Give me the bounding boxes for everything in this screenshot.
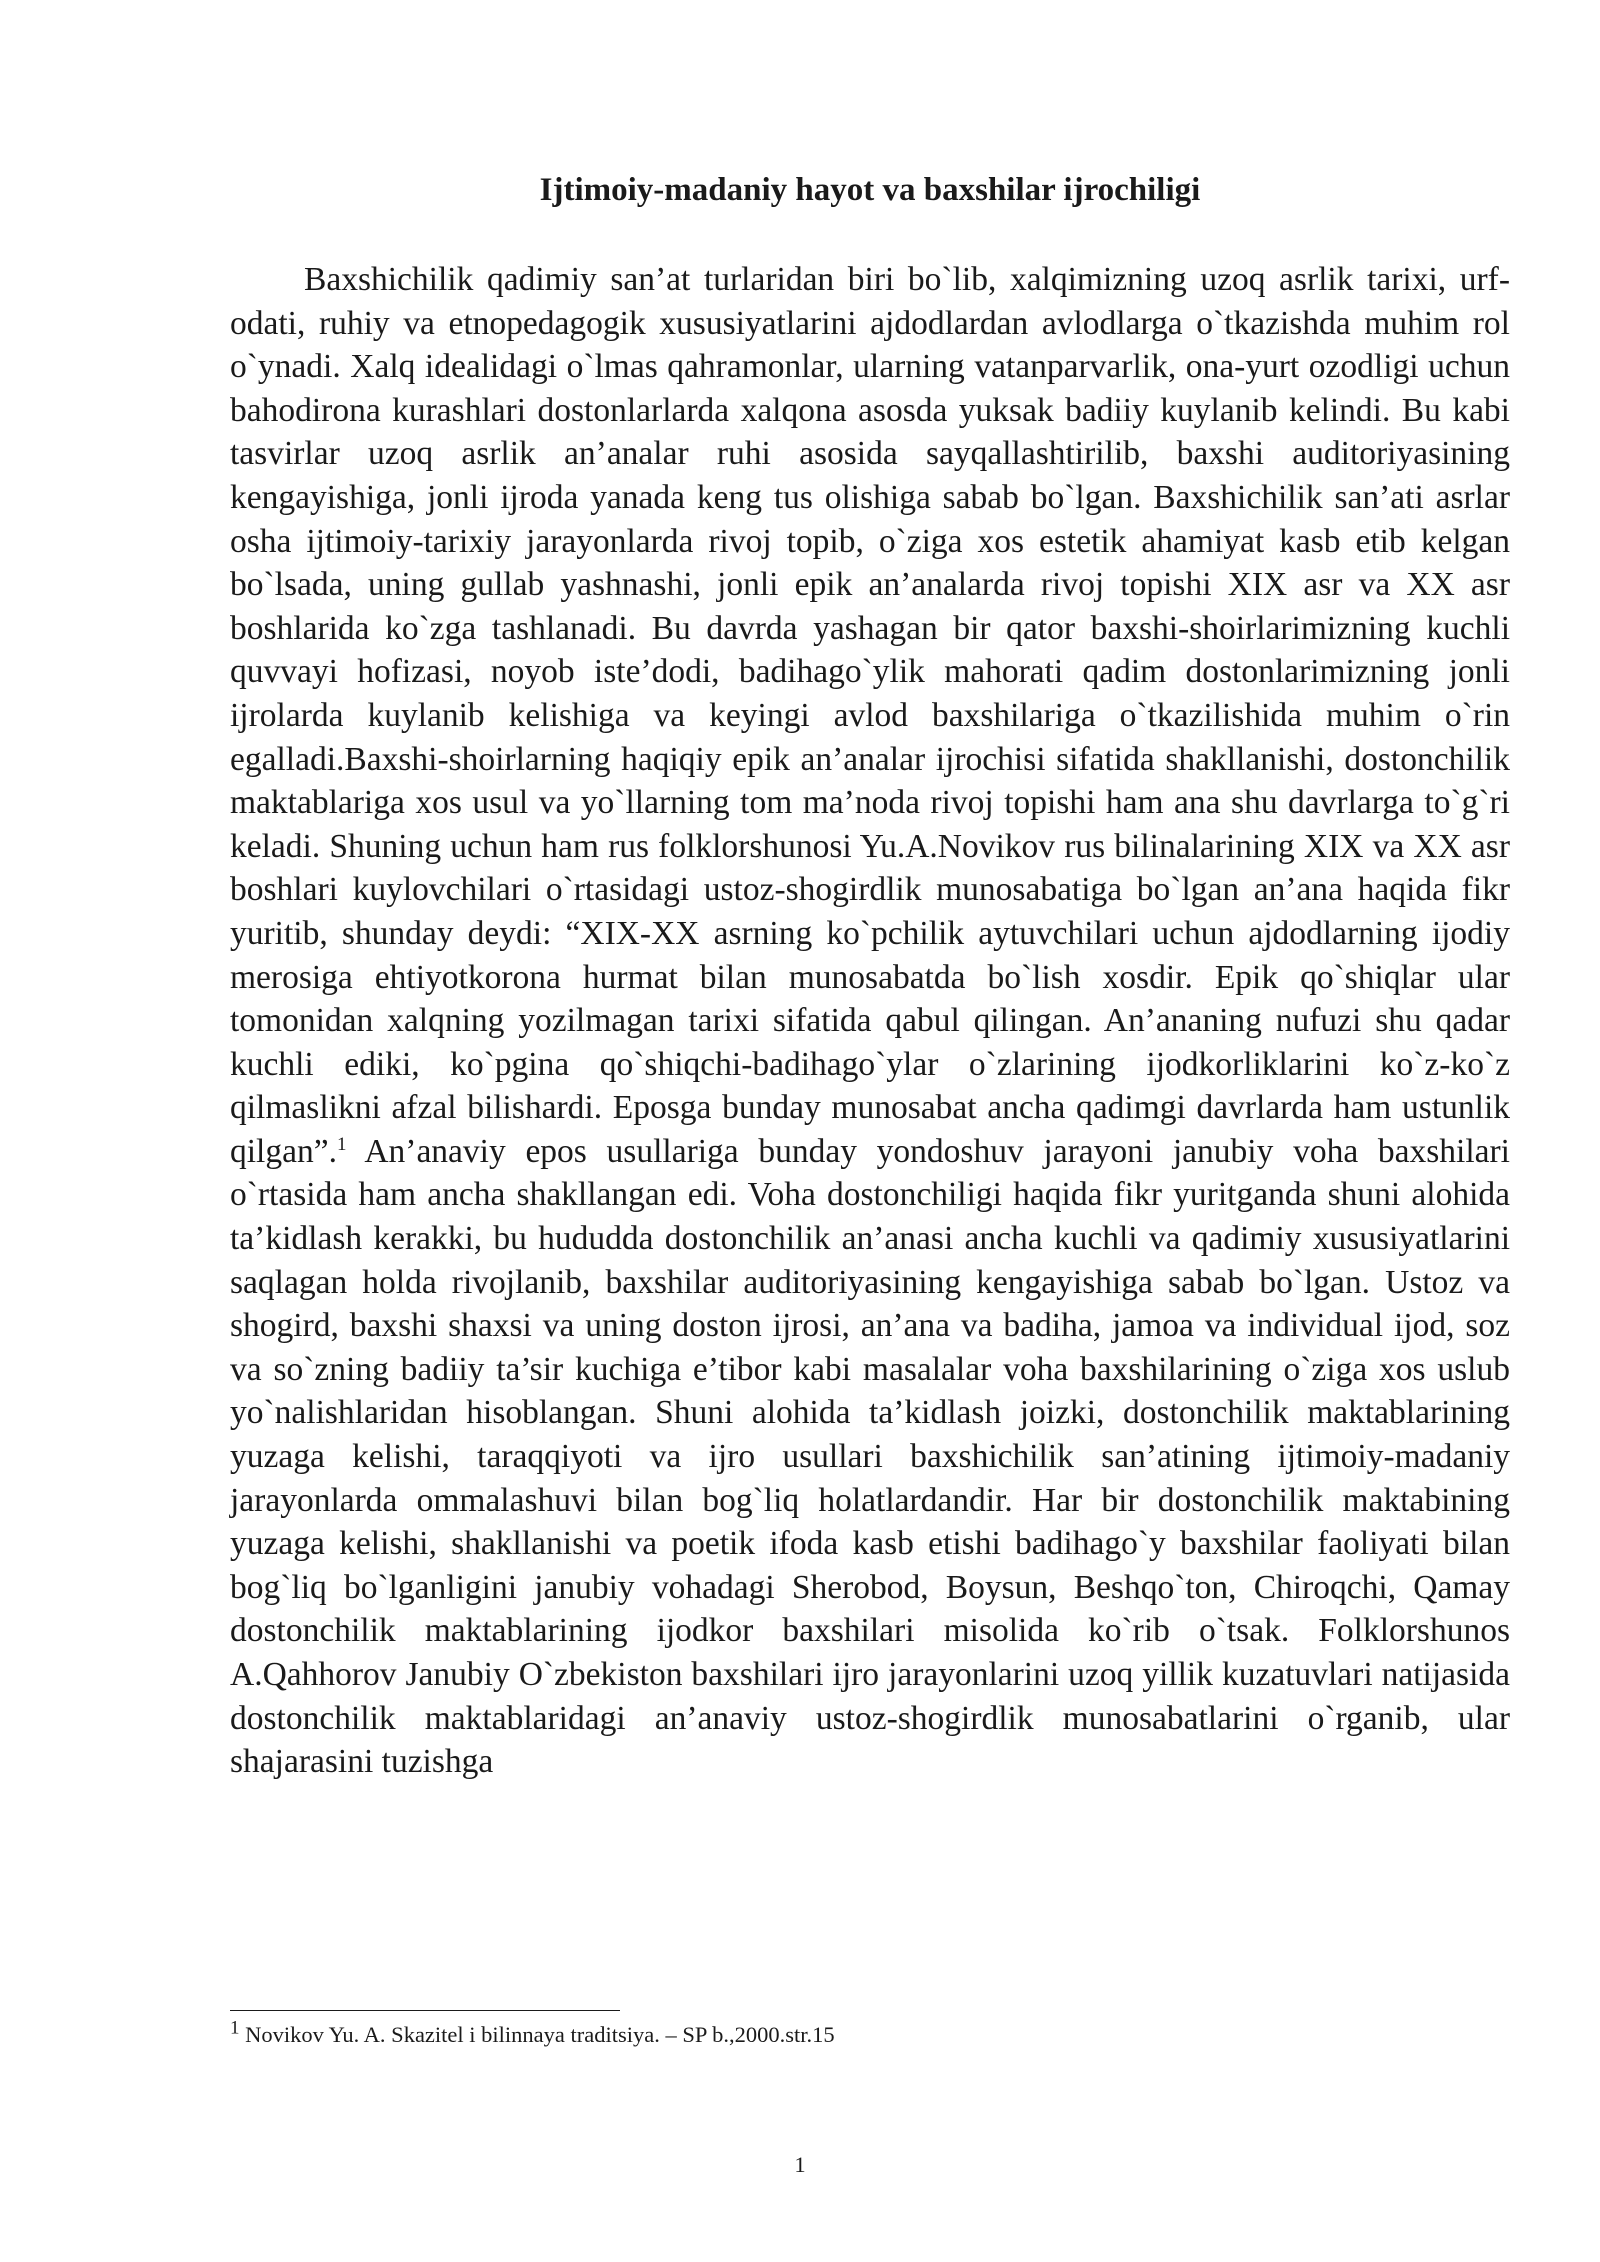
document-title: Ijtimoiy-madaniy hayot va baxshilar ijrochiligi	[539, 172, 1201, 208]
body-paragraph	[230, 258, 1510, 1784]
page-number: 1	[794, 2152, 806, 2177]
body-text-part-1: Baxshichilik qadimiy san’at turlaridan biri bo`lib, xalqimizning uzoq asrlik tarixi, urf-odati, ruhiy va etnopedagogik xususiyatlarini ajdodlardan avlodlarga o`tkazishda muhim rol o`ynadi. Xalq idealidagi o`lmas qahramonlar, ularning vatanparvarlik, ona-yurt ozodligi uchun bahodirona kurashlari dostonlarlarda xalqona asosda yuksak badiiy kuylanib kelindi. Bu kabi tasvirlar uzoq asrlik an’analar ruhi asosida sayqallashtirilib, baxshi auditoriyasining kengayishiga, jonli ijroda yanada keng tus olishiga sabab bo`lgan. Baxshichilik san’ati asrlar osha ijtimoiy-tarixiy jarayonlarda rivoj topib, o`ziga xos estetik ahamiyat kasb etib kelgan bo`lsada, uning gullab yashnashi, jonli epik an’analarda rivoj topishi XIX asr va XX asr boshlarida ko`zga tashlanadi. Bu davrda yashagan bir qator baxshi-shoirlarimizning kuchli quvvayi hofizasi, noyob iste’dodi, badihago`ylik mahorati qadim dostonlarimizning jonli ijrolarda kuylanib kelishiga va keyingi avlod baxshilariga o`tkazilishida muhim o`rin egalladi.Baxshi-shoirlarning haqiqiy epik an’analar ijrochisi sifatida shakllanishi, dostonchilik maktablariga xos usul va yo`llarning tom ma’noda rivoj topishi ham ana shu davrlarga to`g`ri keladi. Shuning uchun ham rus folklorshunosi Yu.A.Novikov rus bilinalarining XIX va XX asr boshlari kuylovchilari o`rtasidagi ustoz-shogirdlik munosabatiga bo`lgan an’ana haqida fikr yuritib, shunday deydi: “XIX-XX asrning ko`pchilik aytuvchilari uchun ajdodlarning ijodiy merosiga ehtiyotkorona hurmat bilan munosabatda bo`lish xosdir. Epik qo`shiqlar ular tomonidan xalqning yozilmagan tarixi sifatida qabul qilingan. An’ananing nufuzi shu qadar kuchli ediki, ko`pgina qo`shiqchi-badihago`ylar o`zlarining ijodkorliklarini ko`z-ko`z qilmaslikni afzal bilishardi. Eposga bunday munosabat ancha qadimgi davrlarda ham ustunlik qilgan”.	[230, 261, 1510, 1170]
footnote	[230, 2017, 1510, 2050]
body-text-part-2: An’anaviy epos usullariga bunday yondoshuv jarayoni janubiy voha baxshilari o`rtasida ham ancha shakllangan edi. Voha dostonchiligi haqida fikr yuritganda shuni alohida ta’kidlash kerakki, bu hududda dostonchilik an’anasi ancha kuchli va qadimiy xususiyatlarini saqlagan holda rivojlanib, baxshilar auditoriyasining kengayishiga sabab bo`lgan. Ustoz va shogird, baxshi shaxsi va uning doston ijrosi, an’ana va badiha, jamoa va individual ijod, soz va so`zning badiiy ta’sir kuchiga e’tibor kabi masalalar voha baxshilarining o`ziga xos uslub yo`nalishlaridan hisoblangan. Shuni alohida ta’kidlash joizki, dostonchilik maktablarining yuzaga kelishi, taraqqiyoti va ijro usullari baxshichilik san’atining ijtimoiy-madaniy jarayonlarda ommalashuvi bilan bog`liq holatlardandir. Har bir dostonchilik maktabining yuzaga kelishi, shakllanishi va poetik ifoda kasb etishi badihago`y baxshilar faoliyati bilan bog`liq bo`lganligini janubiy vohadagi Sherobod, Boysun, Beshqo`ton, Chiroqchi, Qamay dostonchilik maktablarining ijodkor baxshilari misolida ko`rib o`tsak. Folklorshunos A.Qahhorov Janubiy O`zbekiston baxshilari ijro jarayonlarini uzoq yillik kuzatuvlari natijasida dostonchilik maktablaridagi an’anaviy ustoz-shogirdlik munosabatlarini o`rganib, ular shajarasini tuzishga	[230, 1132, 1510, 1781]
footnote-text: Novikov Yu. A. Skazitel i bilinnaya traditsiya. – SP b.,2000.str.15	[245, 2022, 835, 2047]
footnote-marker: 1	[230, 2017, 240, 2039]
footnote-separator	[230, 2010, 620, 2011]
footnote-reference[interactable]: 1	[336, 1133, 347, 1155]
